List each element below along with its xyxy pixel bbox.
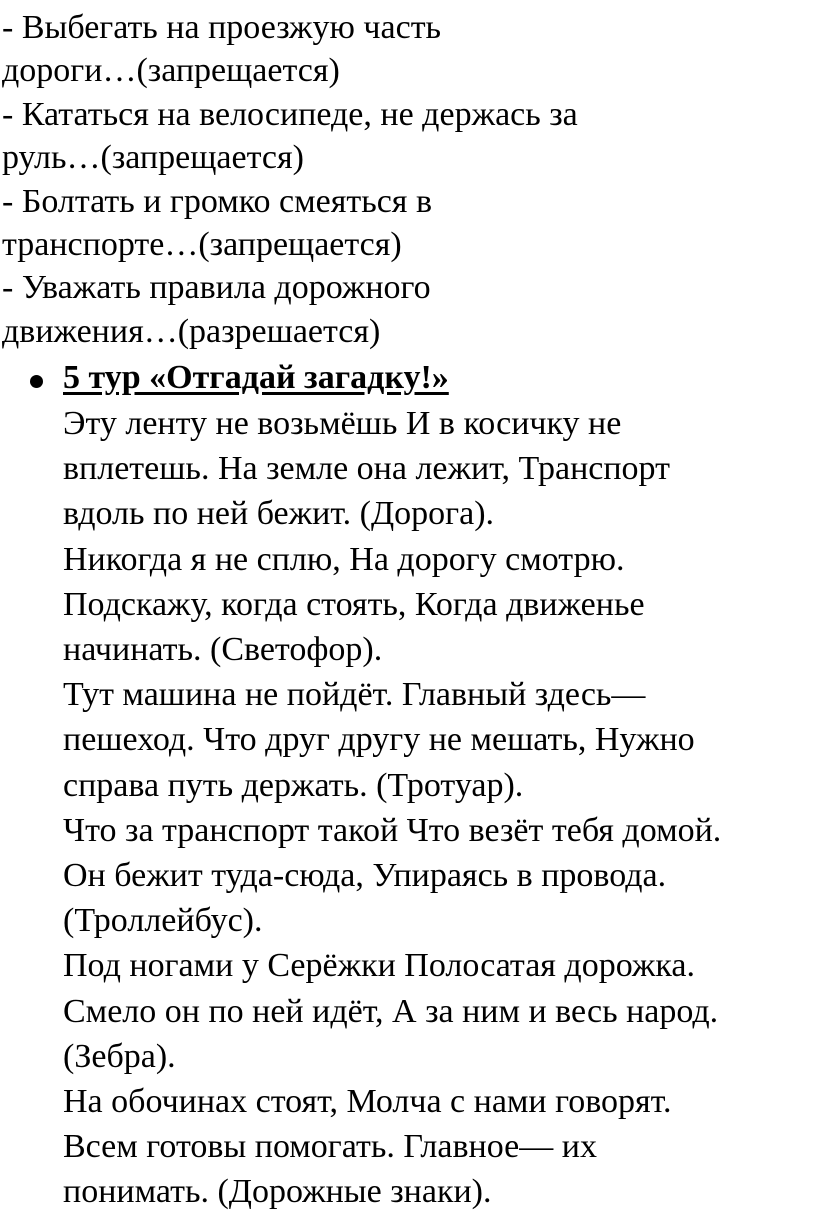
rule-line: руль…(запрещается)	[2, 139, 304, 177]
riddle-line: Всем готовы помогать. Главное— их	[63, 1128, 597, 1166]
rule-line: транспорте…(запрещается)	[2, 226, 402, 264]
riddle-line: Смело он по ней идёт, А за ним и весь народ.	[63, 992, 719, 1030]
bullet-icon	[30, 375, 43, 388]
riddle-line: Подскажу, когда стоять, Когда движенье	[63, 585, 645, 623]
rule-line: - Уважать правила дорожного	[2, 269, 431, 307]
riddle-line: Под ногами у Серёжки Полосатая дорожка.	[63, 947, 695, 985]
riddle-line: понимать. (Дорожные знаки).	[63, 1173, 492, 1211]
rule-line: - Выбегать на проезжую часть	[2, 9, 442, 46]
riddle-line: (Троллейбус).	[63, 902, 263, 940]
riddle-line: Эту ленту не возьмёшь И в косичку не	[63, 405, 622, 442]
rule-line: дороги…(запрещается)	[2, 52, 340, 90]
section-title: 5 тур «Отгадай загадку!»	[63, 359, 449, 396]
rule-line: - Кататься на велосипеде, не держась за	[2, 95, 578, 133]
rule-line: движения…(разрешается)	[2, 312, 381, 350]
riddle-line: На обочинах стоят, Молча с нами говорят.	[63, 1083, 672, 1121]
riddle-line: Тут машина не пойдёт. Главный здесь—	[63, 676, 646, 714]
rule-line: - Болтать и громко смеяться в	[2, 182, 432, 220]
riddle-line: вдоль по ней бежит. (Дорога).	[63, 495, 495, 533]
riddle-line: начинать. (Светофор).	[63, 631, 383, 669]
riddle-line: Что за транспорт такой Что везёт тебя домой.	[63, 811, 722, 849]
intro-rules-list	[2, 6, 578, 353]
riddle-line: справа путь держать. (Тротуар).	[63, 766, 524, 804]
riddle-text	[63, 401, 813, 1215]
riddle-line: пешеход. Что друг другу не мешать, Нужно	[63, 721, 695, 759]
riddle-line: Он бежит туда-сюда, Упираясь в провода.	[63, 857, 667, 895]
riddle-line: Никогда я не сплю, На дорогу смотрю.	[63, 540, 625, 578]
riddle-line: вплетешь. На земле она лежит, Транспорт	[63, 450, 670, 488]
riddle-line: (Зебра).	[63, 1037, 176, 1075]
